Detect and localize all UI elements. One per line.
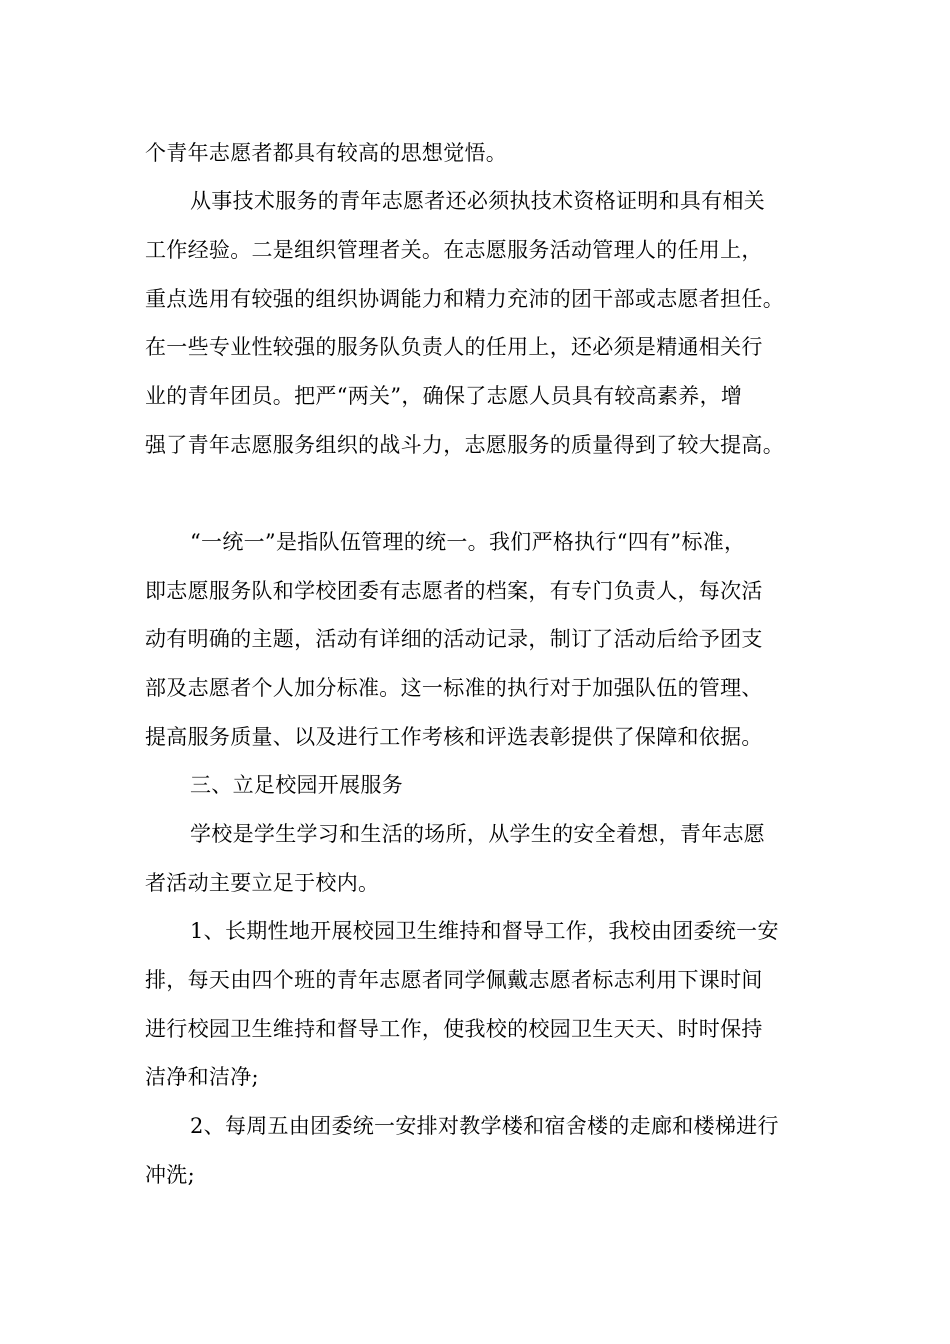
text-line-2: 从事技术服务的青年志愿者还必须执技术资格证明和具有相关 [190,189,766,213]
text-line-8: “一统一”是指队伍管理的统一。我们严格执行“四有”标准， [190,530,746,554]
text-line-7: 强了青年志愿服务组织的战斗力，志愿服务的质量得到了较大提高。 [145,433,784,457]
text-line-9: 即志愿服务队和学校团委有志愿者的档案，有专门负责人，每次活 [145,579,763,603]
text-line-14: 学校是学生学习和生活的场所，从学生的安全着想，青年志愿 [190,822,766,846]
text-line-20: 2、每周五由团委统一安排对教学楼和宿舍楼的走廊和楼梯进行 [190,1114,779,1138]
text-line-5: 在一些专业性较强的服务队负责人的任用上，还必须是精通相关行 [145,335,763,359]
text-line-16: 1、长期性地开展校园卫生维持和督导工作，我校由团委统一安 [190,919,779,943]
text-line-10: 动有明确的主题，活动有详细的活动记录，制订了活动后给予团支 [145,627,763,651]
text-line-4: 重点选用有较强的组织协调能力和精力充沛的团干部或志愿者担任。 [145,287,784,311]
text-line-15: 者活动主要立足于校内。 [145,871,380,895]
text-line-11: 部及志愿者个人加分标准。这一标准的执行对于加强队伍的管理、 [145,676,763,700]
text-line-21: 冲洗; [145,1163,195,1187]
text-line-19: 洁净和洁净; [145,1065,259,1089]
text-line-12: 提高服务质量、以及进行工作考核和评选表彰提供了保障和依据。 [145,725,763,749]
section-heading: 三、立足校园开展服务 [190,773,403,797]
text-line-1: 个青年志愿者都具有较高的思想觉悟。 [145,141,508,165]
text-line-17: 排，每天由四个班的青年志愿者同学佩戴志愿者标志利用下课时间 [145,968,763,992]
text-line-6: 业的青年团员。把严“两关”，确保了志愿人员具有较高素养，增 [145,384,743,408]
text-line-3: 工作经验。二是组织管理者关。在志愿服务活动管理人的任用上， [145,238,763,262]
text-line-18: 进行校园卫生维持和督导工作，使我校的校园卫生天天、时时保持 [145,1017,763,1041]
